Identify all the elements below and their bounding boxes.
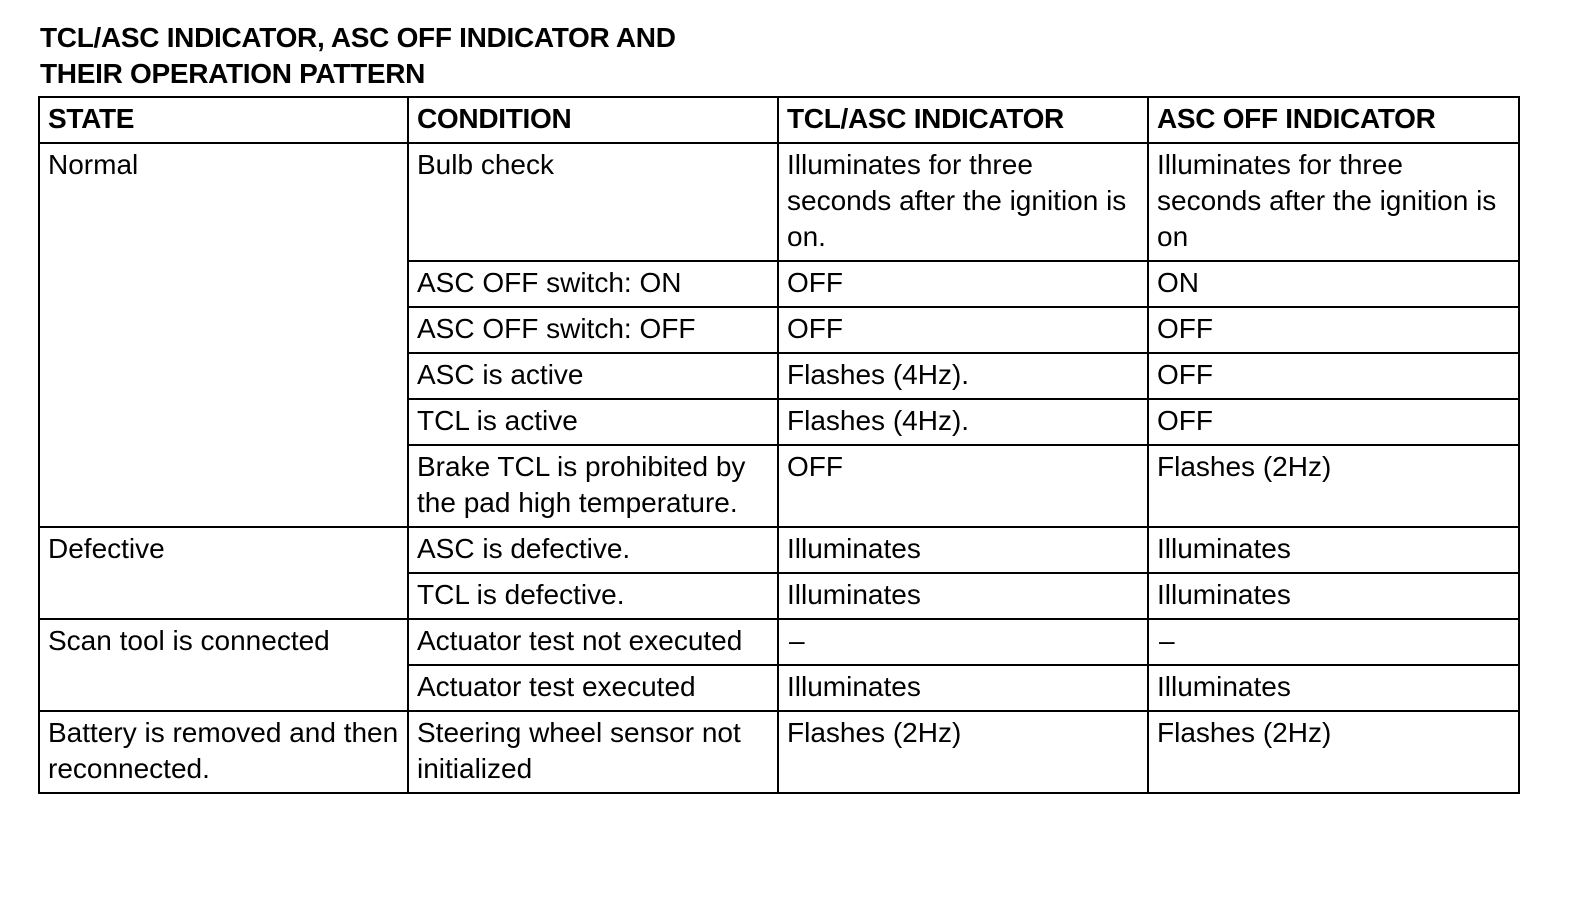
table-row bbox=[39, 527, 1519, 573]
condition-cell: Bulb check bbox=[408, 143, 778, 261]
tcl-asc-cell: Flashes (4Hz). bbox=[778, 353, 1148, 399]
table-row bbox=[39, 619, 1519, 665]
tcl-asc-cell: OFF bbox=[778, 261, 1148, 307]
tcl-asc-cell: OFF bbox=[778, 445, 1148, 527]
tcl-asc-cell: Flashes (2Hz) bbox=[778, 711, 1148, 793]
condition-cell: ASC OFF switch: OFF bbox=[408, 307, 778, 353]
operation-pattern-table bbox=[38, 96, 1520, 794]
document bbox=[38, 20, 1518, 794]
condition-cell: Actuator test not executed bbox=[408, 619, 778, 665]
asc-off-cell: OFF bbox=[1148, 307, 1519, 353]
asc-off-cell: Flashes (2Hz) bbox=[1148, 711, 1519, 793]
table-row bbox=[39, 143, 1519, 261]
tcl-asc-cell: – bbox=[778, 619, 1148, 665]
table-row bbox=[39, 711, 1519, 793]
asc-off-cell: ON bbox=[1148, 261, 1519, 307]
header-tcl-asc-indicator: TCL/ASC INDICATOR bbox=[778, 97, 1148, 143]
asc-off-cell: OFF bbox=[1148, 399, 1519, 445]
condition-cell: Steering wheel sensor not initialized bbox=[408, 711, 778, 793]
page-title bbox=[40, 20, 1518, 92]
tcl-asc-cell: Illuminates bbox=[778, 527, 1148, 573]
state-cell-scan-tool: Scan tool is connected bbox=[39, 619, 408, 711]
asc-off-cell: Illuminates bbox=[1148, 573, 1519, 619]
asc-off-cell: – bbox=[1148, 619, 1519, 665]
state-cell-battery: Battery is removed and then reconnected. bbox=[39, 711, 408, 793]
asc-off-cell: Illuminates bbox=[1148, 665, 1519, 711]
condition-cell: Actuator test executed bbox=[408, 665, 778, 711]
condition-cell: TCL is defective. bbox=[408, 573, 778, 619]
header-state: STATE bbox=[39, 97, 408, 143]
tcl-asc-cell: Illuminates for three seconds after the ignition is on. bbox=[778, 143, 1148, 261]
tcl-asc-cell: Flashes (4Hz). bbox=[778, 399, 1148, 445]
condition-cell: ASC is active bbox=[408, 353, 778, 399]
asc-off-cell: Illuminates bbox=[1148, 527, 1519, 573]
tcl-asc-cell: Illuminates bbox=[778, 573, 1148, 619]
header-asc-off-indicator: ASC OFF INDICATOR bbox=[1148, 97, 1519, 143]
title-line-1: TCL/ASC INDICATOR, ASC OFF INDICATOR AND bbox=[40, 22, 676, 53]
asc-off-cell: Flashes (2Hz) bbox=[1148, 445, 1519, 527]
title-line-2: THEIR OPERATION PATTERN bbox=[40, 58, 426, 89]
asc-off-cell: Illuminates for three seconds after the ignition is on bbox=[1148, 143, 1519, 261]
header-condition: CONDITION bbox=[408, 97, 778, 143]
condition-cell: ASC is defective. bbox=[408, 527, 778, 573]
condition-cell: TCL is active bbox=[408, 399, 778, 445]
header-row bbox=[39, 97, 1519, 143]
condition-cell: Brake TCL is prohibited by the pad high temperature. bbox=[408, 445, 778, 527]
tcl-asc-cell: Illuminates bbox=[778, 665, 1148, 711]
tcl-asc-cell: OFF bbox=[778, 307, 1148, 353]
asc-off-cell: OFF bbox=[1148, 353, 1519, 399]
state-cell-normal: Normal bbox=[39, 143, 408, 527]
state-cell-defective: Defective bbox=[39, 527, 408, 619]
condition-cell: ASC OFF switch: ON bbox=[408, 261, 778, 307]
